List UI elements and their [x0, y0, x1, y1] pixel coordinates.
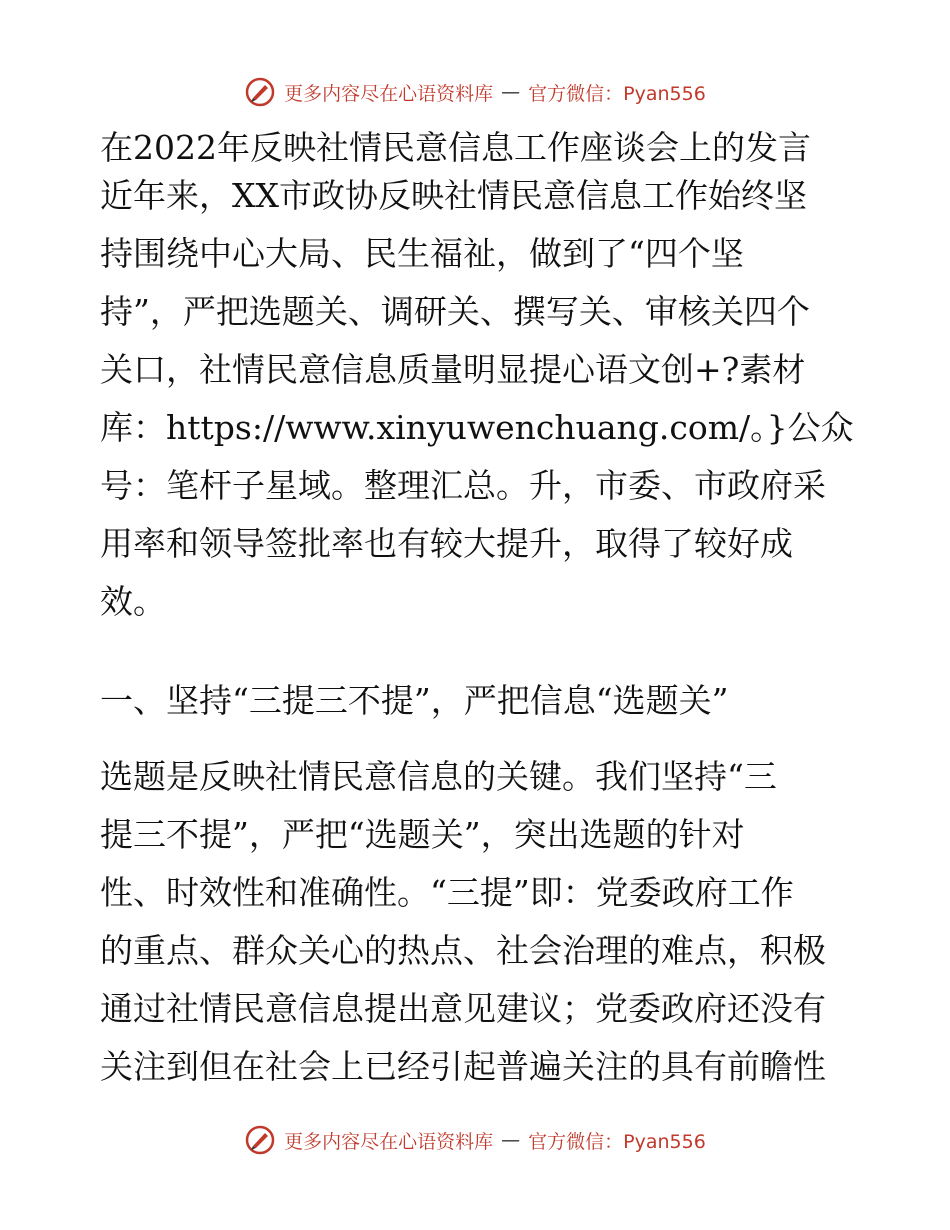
section-heading: 一、坚持“三提三不提”，严把信息“选题关”: [100, 681, 729, 720]
watermark-contact-text: 官方微信：Pyan556: [528, 82, 706, 105]
intro-paragraph: [100, 167, 854, 631]
watermark-separator: —: [501, 81, 521, 103]
text-line: 持”，严把选题关、调研关、撰写关、审核关四个: [100, 292, 810, 331]
text-line: 选题是反映社情民意信息的关键。我们坚持“三: [100, 757, 777, 796]
text-line: 效。: [100, 582, 166, 621]
text-line: 近年来，XX市政协反映社情民意信息工作始终坚: [100, 176, 807, 215]
text-line: 关注到但在社会上已经引起普遍关注的具有前瞻性: [100, 1047, 826, 1086]
watermark-banner-top: [0, 72, 950, 112]
text-line: 的重点、群众关心的热点、社会治理的难点，积极: [100, 931, 826, 970]
text-line: 持围绕中心大局、民生福祉，做到了“四个坚: [100, 234, 744, 273]
watermark-brand-text: 更多内容尽在心语资料库: [284, 1130, 494, 1153]
text-line: 提三不提”，严把“选题关”，突出选题的针对: [100, 815, 745, 854]
text-line: 库：https://www.xinyuwenchuang.com/。}公众: [100, 408, 854, 447]
watermark-separator: —: [501, 1129, 521, 1151]
text-line: 关口，社情民意信息质量明显提心语文创+?素材: [100, 350, 806, 389]
watermark-banner-bottom: [0, 1120, 950, 1160]
section-paragraph: [100, 748, 850, 1096]
text-line: 性、时效性和准确性。“三提”即：党委政府工作: [100, 873, 794, 912]
document-title: 在2022年反映社情民意信息工作座谈会上的发言: [100, 128, 811, 167]
watermark-contact-text: 官方微信：Pyan556: [528, 1130, 706, 1153]
brush-pen-logo-icon: [244, 76, 276, 108]
watermark-brand-text: 更多内容尽在心语资料库: [284, 82, 494, 105]
text-line: 用率和领导签批率也有较大提升，取得了较好成: [100, 524, 793, 563]
text-line: 号：笔杆子星域。整理汇总。升，市委、市政府采: [100, 466, 826, 505]
text-line: 通过社情民意信息提出意见建议；党委政府还没有: [100, 989, 826, 1028]
brush-pen-logo-icon: [244, 1124, 276, 1156]
